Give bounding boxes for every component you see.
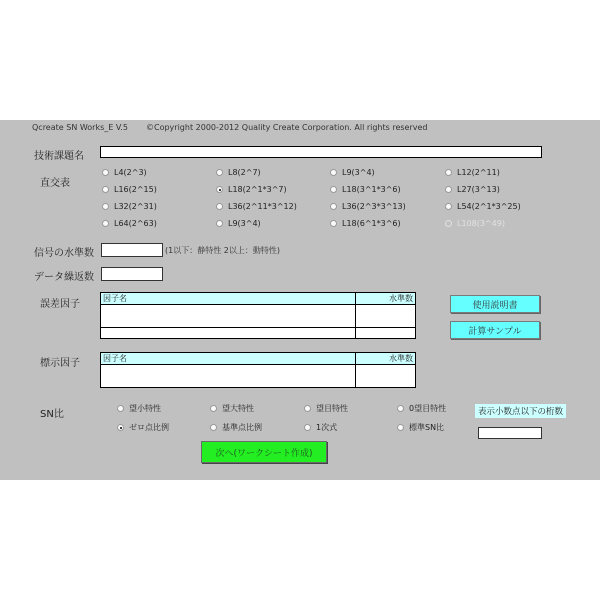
radio-array-11[interactable]: L18(6^1*3^6) xyxy=(330,219,401,228)
signal-levels-input[interactable] xyxy=(101,243,163,257)
factor-name-cell[interactable] xyxy=(101,365,356,388)
sn-ratio-label: SN比 xyxy=(40,409,64,420)
theme-name-label: 技術課題名 xyxy=(34,151,84,162)
radio-icon xyxy=(445,220,452,227)
level-count-header: 水準数 xyxy=(356,353,416,365)
radio-array-1[interactable]: L16(2^15) xyxy=(102,185,157,194)
radio-icon xyxy=(102,203,109,210)
radio-icon xyxy=(210,424,217,431)
radio-sn-2[interactable]: 望目特性 xyxy=(304,403,348,414)
factor-name-header: 因子名 xyxy=(101,353,356,365)
radio-selected-icon xyxy=(216,186,223,193)
radio-array-15-disabled: L108(3^49) xyxy=(445,219,505,228)
radio-sn-7[interactable]: 標準SN比 xyxy=(397,422,444,433)
factor-name-cell[interactable] xyxy=(101,328,356,339)
orthogonal-array-label: 直交表 xyxy=(40,178,70,189)
level-count-cell[interactable] xyxy=(356,328,416,339)
radio-icon xyxy=(210,405,217,412)
radio-icon xyxy=(102,220,109,227)
radio-sn-4[interactable]: ゼロ点比例 xyxy=(117,422,169,433)
decimal-places-input[interactable] xyxy=(478,427,542,439)
radio-icon xyxy=(330,169,337,176)
radio-sn-1[interactable]: 望大特性 xyxy=(210,403,254,414)
error-factor-table xyxy=(100,292,416,339)
radio-sn-6[interactable]: 1次式 xyxy=(304,422,337,433)
radio-array-14[interactable]: L54(2^1*3^25) xyxy=(445,202,521,211)
radio-icon xyxy=(216,220,223,227)
radio-array-8[interactable]: L9(3^4) xyxy=(330,168,375,177)
error-factor-label: 誤差因子 xyxy=(40,299,80,310)
decimal-places-label: 表示小数点以下の桁数 xyxy=(475,404,566,418)
factor-name-cell[interactable] xyxy=(101,305,356,328)
data-repeats-label: データ繰返数 xyxy=(34,272,94,283)
radio-array-9[interactable]: L18(3^1*3^6) xyxy=(330,185,401,194)
radio-array-0[interactable]: L4(2^3) xyxy=(102,168,147,177)
radio-icon xyxy=(445,186,452,193)
radio-icon xyxy=(216,203,223,210)
level-count-header: 水準数 xyxy=(356,293,416,305)
app-title: Qcreate SN Works_E V.5 xyxy=(32,123,128,132)
radio-icon xyxy=(216,169,223,176)
signal-levels-label: 信号の水準数 xyxy=(34,248,94,259)
radio-array-6[interactable]: L36(2^11*3^12) xyxy=(216,202,297,211)
radio-icon xyxy=(397,405,404,412)
radio-icon xyxy=(102,186,109,193)
create-worksheet-button[interactable]: 次へ(ワークシート作成) xyxy=(201,441,327,463)
radio-array-3[interactable]: L64(2^63) xyxy=(102,219,157,228)
radio-sn-5[interactable]: 基準点比例 xyxy=(210,422,262,433)
radio-sn-0[interactable]: 望小特性 xyxy=(117,403,161,414)
sample-button[interactable]: 計算サンプル xyxy=(450,321,540,339)
theme-name-input[interactable] xyxy=(100,146,542,158)
level-count-cell[interactable] xyxy=(356,305,416,328)
data-repeats-input[interactable] xyxy=(101,267,163,281)
radio-array-12[interactable]: L12(2^11) xyxy=(445,168,500,177)
indicative-factor-label: 標示因子 xyxy=(40,358,80,369)
radio-icon xyxy=(330,220,337,227)
copyright-text: ©Copyright 2000-2012 Quality Create Corporation. All rights reserved xyxy=(146,123,428,132)
radio-array-5[interactable]: L18(2^1*3^7) xyxy=(216,185,287,194)
radio-icon xyxy=(330,203,337,210)
level-count-cell[interactable] xyxy=(356,365,416,388)
radio-array-13[interactable]: L27(3^13) xyxy=(445,185,500,194)
radio-icon xyxy=(304,424,311,431)
radio-array-2[interactable]: L32(2^31) xyxy=(102,202,157,211)
radio-array-4[interactable]: L8(2^7) xyxy=(216,168,261,177)
radio-icon xyxy=(304,405,311,412)
radio-icon xyxy=(102,169,109,176)
radio-selected-icon xyxy=(117,424,124,431)
indicative-factor-table xyxy=(100,352,416,388)
signal-levels-hint: (1以下：静特性 2以上：動特性) xyxy=(165,246,280,255)
manual-button[interactable]: 使用説明書 xyxy=(450,295,540,313)
radio-icon xyxy=(397,424,404,431)
radio-array-10[interactable]: L36(2^3*3^13) xyxy=(330,202,406,211)
radio-icon xyxy=(330,186,337,193)
radio-icon xyxy=(117,405,124,412)
factor-name-header: 因子名 xyxy=(101,293,356,305)
radio-sn-3[interactable]: 0望目特性 xyxy=(397,403,446,414)
radio-icon xyxy=(445,203,452,210)
radio-icon xyxy=(445,169,452,176)
radio-array-7[interactable]: L9(3^4) xyxy=(216,219,261,228)
